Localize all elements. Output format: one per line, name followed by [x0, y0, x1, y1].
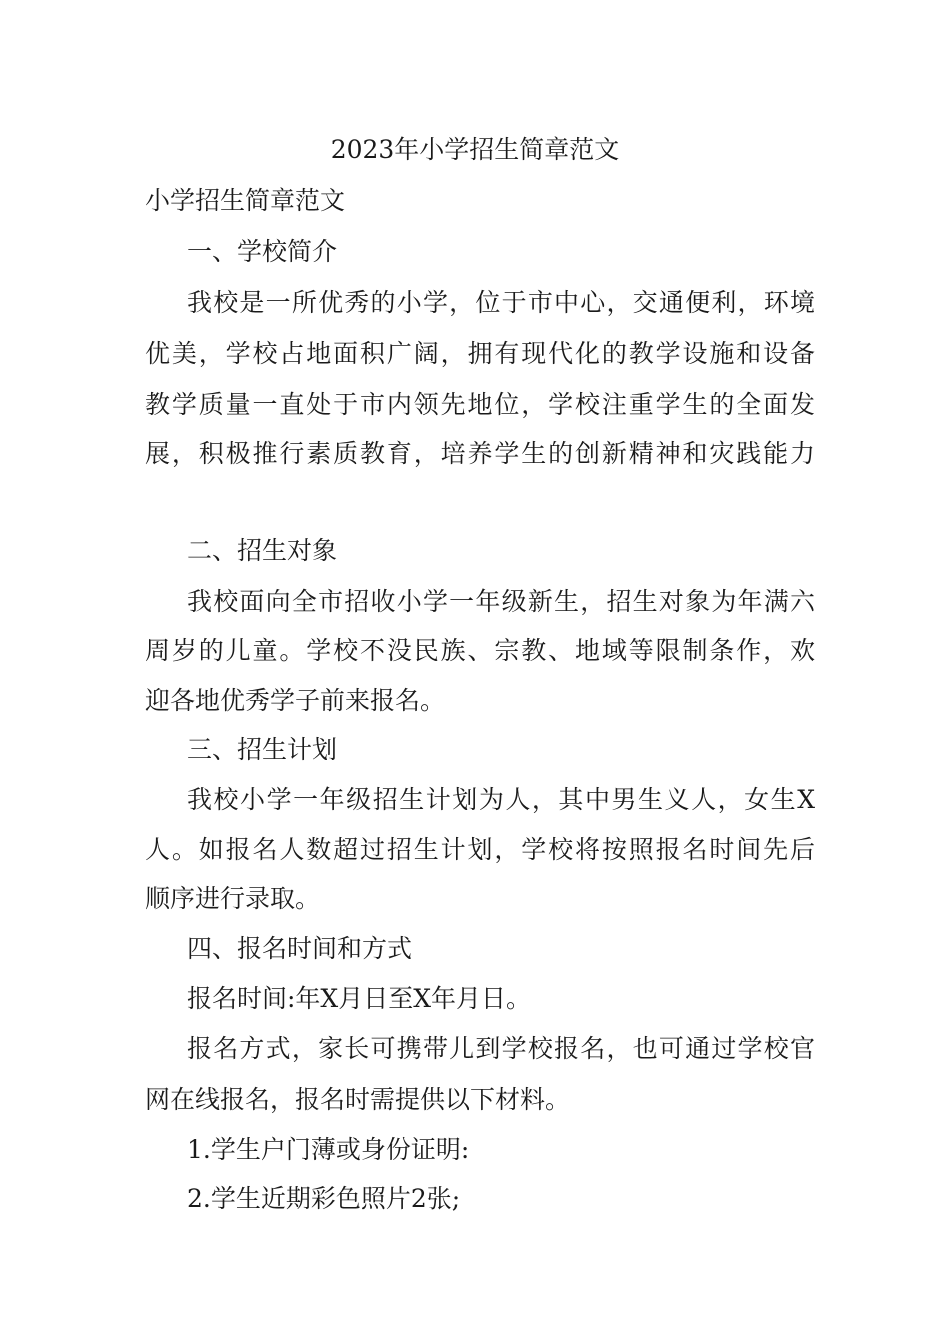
plan-paragraph-line: 人。如报名人数超过招生计划，学校将按照报名时间先后 [145, 835, 815, 864]
section-heading-intro: 一、学校简介 [187, 237, 338, 266]
plan-paragraph-line: 顺序进行录取。 [145, 884, 321, 913]
section-heading-target: 二、招生对象 [187, 536, 338, 565]
document-subtitle: 小学招生简章范文 [145, 186, 346, 215]
registration-time: 报名时间:年X月日至X年月日。 [187, 984, 532, 1013]
registration-method-line: 报名方式，家长可携带儿到学校报名，也可通过学校官 [187, 1034, 815, 1063]
section-heading-plan: 三、招生计划 [187, 735, 338, 764]
intro-paragraph-line: 优美，学校占地面积广阔，拥有现代化的教学设施和设备 [145, 339, 815, 368]
material-list-item: 1.学生户门薄或身份证明: [187, 1135, 470, 1164]
intro-paragraph-line: 我校是一所优秀的小学，位于市中心，交通便利，环境 [187, 288, 815, 317]
material-list-item: 2.学生近期彩色照片2张; [187, 1184, 461, 1213]
target-paragraph-line: 我校面向全市招收小学一年级新生，招生对象为年满六 [187, 587, 815, 616]
intro-paragraph-line: 展，积极推行素质教育，培养学生的创新精神和灾践能力 [145, 439, 815, 468]
section-heading-registration: 四、报名时间和方式 [187, 934, 413, 963]
target-paragraph-line: 迎各地优秀学子前来报名。 [145, 686, 446, 715]
document-title: 2023年小学招生简章范文 [330, 135, 620, 164]
intro-paragraph-line: 教学质量一直处于市内领先地位，学校注重学生的全面发 [145, 390, 815, 419]
registration-method-line: 网在线报名，报名时需提供以下材料。 [145, 1085, 571, 1114]
plan-paragraph-line: 我校小学一年级招生计划为人，其中男生义人，女生X [187, 785, 815, 814]
target-paragraph-line: 周岁的儿童。学校不没民族、宗教、地域等限制条作，欢 [145, 636, 815, 665]
